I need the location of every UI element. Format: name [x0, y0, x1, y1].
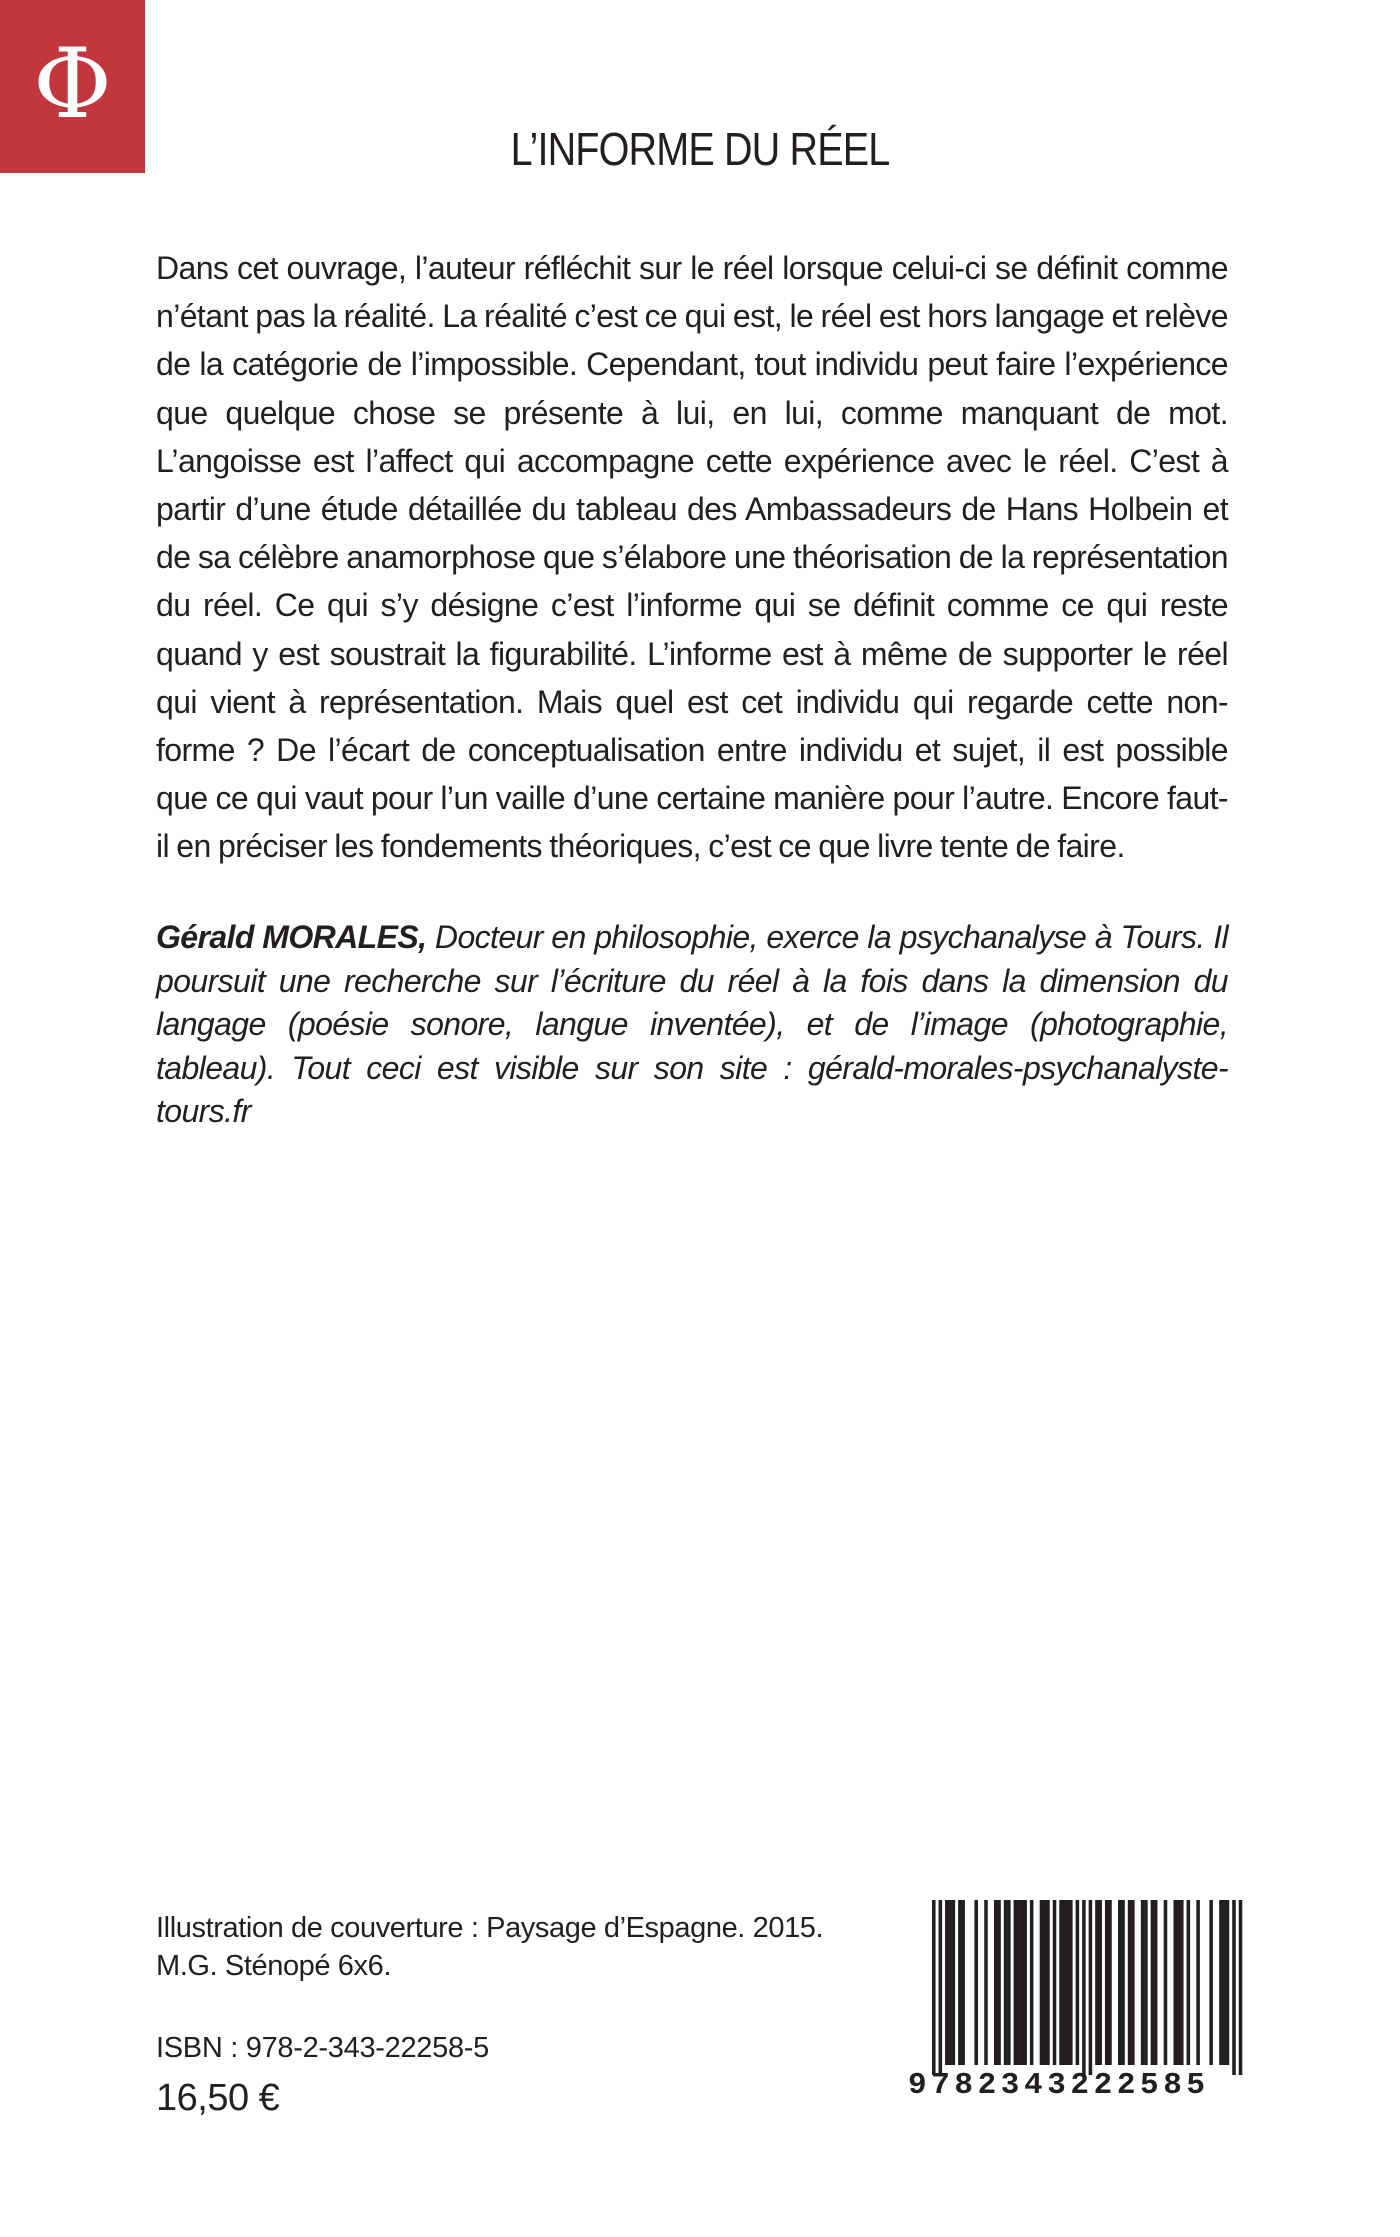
barcode-bar	[1020, 1900, 1024, 2065]
barcode-bar	[1226, 1900, 1230, 2065]
barcode-bar	[1141, 1900, 1145, 2065]
barcode-bar	[1209, 1900, 1213, 2065]
barcode-bar	[1046, 1900, 1050, 2065]
barcode-bar	[984, 1900, 988, 2065]
barcode-bar	[994, 1900, 998, 2065]
cover-credits	[156, 1909, 896, 1985]
barcode-bar	[1089, 1900, 1093, 2075]
barcode-bar	[1128, 1900, 1132, 2065]
barcode-bar	[1095, 1900, 1099, 2065]
barcode-bar	[932, 1900, 936, 2075]
barcode-bar	[1098, 1900, 1102, 2065]
isbn-label: ISBN : 978-2-343-22258-5	[156, 2032, 489, 2064]
barcode-bar	[1082, 1900, 1086, 2075]
barcode-bar	[1059, 1900, 1063, 2065]
credits-line-2: M.G. Sténopé 6x6.	[156, 1950, 391, 1982]
barcode-bar	[1187, 1900, 1191, 2065]
barcode-bar	[1076, 1900, 1080, 2065]
barcode-bar	[1017, 1900, 1021, 2065]
barcode-bar	[1164, 1900, 1168, 2065]
barcode-bar	[958, 1900, 962, 2065]
barcode-bar	[1154, 1900, 1158, 2065]
barcode-bar	[939, 1900, 943, 2075]
credits-line-1: Illustration de couverture : Paysage d’Espagne. 2015.	[156, 1912, 824, 1944]
barcode-digits: 9782343222585	[908, 2068, 1210, 2103]
barcode-bar	[1180, 1900, 1184, 2065]
barcode-bar	[1030, 1900, 1034, 2065]
book-title: L’INFORME DU RÉEL	[510, 123, 890, 175]
barcode-bars	[908, 1900, 1250, 2075]
barcode-bar	[1121, 1900, 1125, 2065]
barcode-bar	[1053, 1900, 1057, 2065]
barcode-bar	[1177, 1900, 1181, 2065]
author-bio-text: Docteur en philosophie, exerce la psychanalyse à Tours. Il poursuit une recherche sur l’écriture du réel à la fois dans la dimension du langage (poésie sonore, langue inventée), et de l’image (photographie, tableau). Tout ceci est visible sur son site : gérald-morales-psychanalyste-tours.fr	[156, 919, 1228, 1129]
barcode-bar	[1108, 1900, 1112, 2065]
barcode-bar	[1118, 1900, 1122, 2065]
barcode-bar	[1004, 1900, 1008, 2065]
barcode-bar	[1066, 1900, 1070, 2065]
barcode-bar	[1173, 1900, 1177, 2065]
barcode-bar	[1014, 1900, 1018, 2065]
price-label: 16,50 €	[156, 2077, 280, 2119]
barcode-bar	[948, 1900, 952, 2065]
barcode-bar	[1222, 1900, 1226, 2065]
phi-icon: Φ	[33, 27, 112, 140]
barcode-bar	[1239, 1900, 1243, 2075]
barcode-bar	[1063, 1900, 1067, 2065]
barcode-bar	[945, 1900, 949, 2065]
author-name: Gérald MORALES,	[156, 919, 427, 955]
barcode-bar	[1040, 1900, 1044, 2065]
barcode-bar	[1043, 1900, 1047, 2065]
barcode-bar	[1232, 1900, 1236, 2075]
barcode-bar	[1219, 1900, 1223, 2065]
barcode-bar	[1144, 1900, 1148, 2065]
barcode-bar	[1131, 1900, 1135, 2065]
barcode-bar	[974, 1900, 978, 2065]
barcode-bar	[1151, 1900, 1155, 2065]
summary-paragraph: Dans cet ouvrage, l’auteur réfléchit sur le réel lorsque celui-ci se définit comme n’étant pas la réalité. La réalité c’est ce qui est, le réel est hors langage et relève de la catégorie de l’impossible. Cependant, tout individu peut faire l’expérience que quelque chose se présente à lui, en lui, comme manquant de mot. L’angoisse est l’affect qui accompagne cette expérience avec le réel. C’est à partir d’une étude détaillée du tableau des Ambassadeurs de Hans Holbein et de sa célèbre anamorphose que s’élabore une théorisation de la représentation du réel. Ce qui s’y désigne c’est l’informe qui se définit comme ce qui reste quand y est soustrait la figurabilité. L’informe est à même de supporter le réel qui vient à représentation. Mais quel est cet individu qui regarde cette non-forme ? De l’écart de conceptualisation entre individu et sujet, il est possible que ce qui vaut pour l’un vaille d’une certaine manière pour l’autre. Encore faut-il en préciser les fondements théoriques, c’est ce que livre tente de faire.	[156, 250, 1228, 865]
barcode-bar	[1007, 1900, 1011, 2065]
author-bio	[156, 916, 1228, 1134]
barcode	[908, 1900, 1250, 2105]
barcode-bar	[1069, 1900, 1073, 2065]
barcode-bar	[952, 1900, 956, 2065]
barcode-bar	[961, 1900, 965, 2065]
barcode-bar	[997, 1900, 1001, 2065]
barcode-bar	[1105, 1900, 1109, 2065]
barcode-bar	[1023, 1900, 1027, 2065]
barcode-bar	[1196, 1900, 1200, 2065]
